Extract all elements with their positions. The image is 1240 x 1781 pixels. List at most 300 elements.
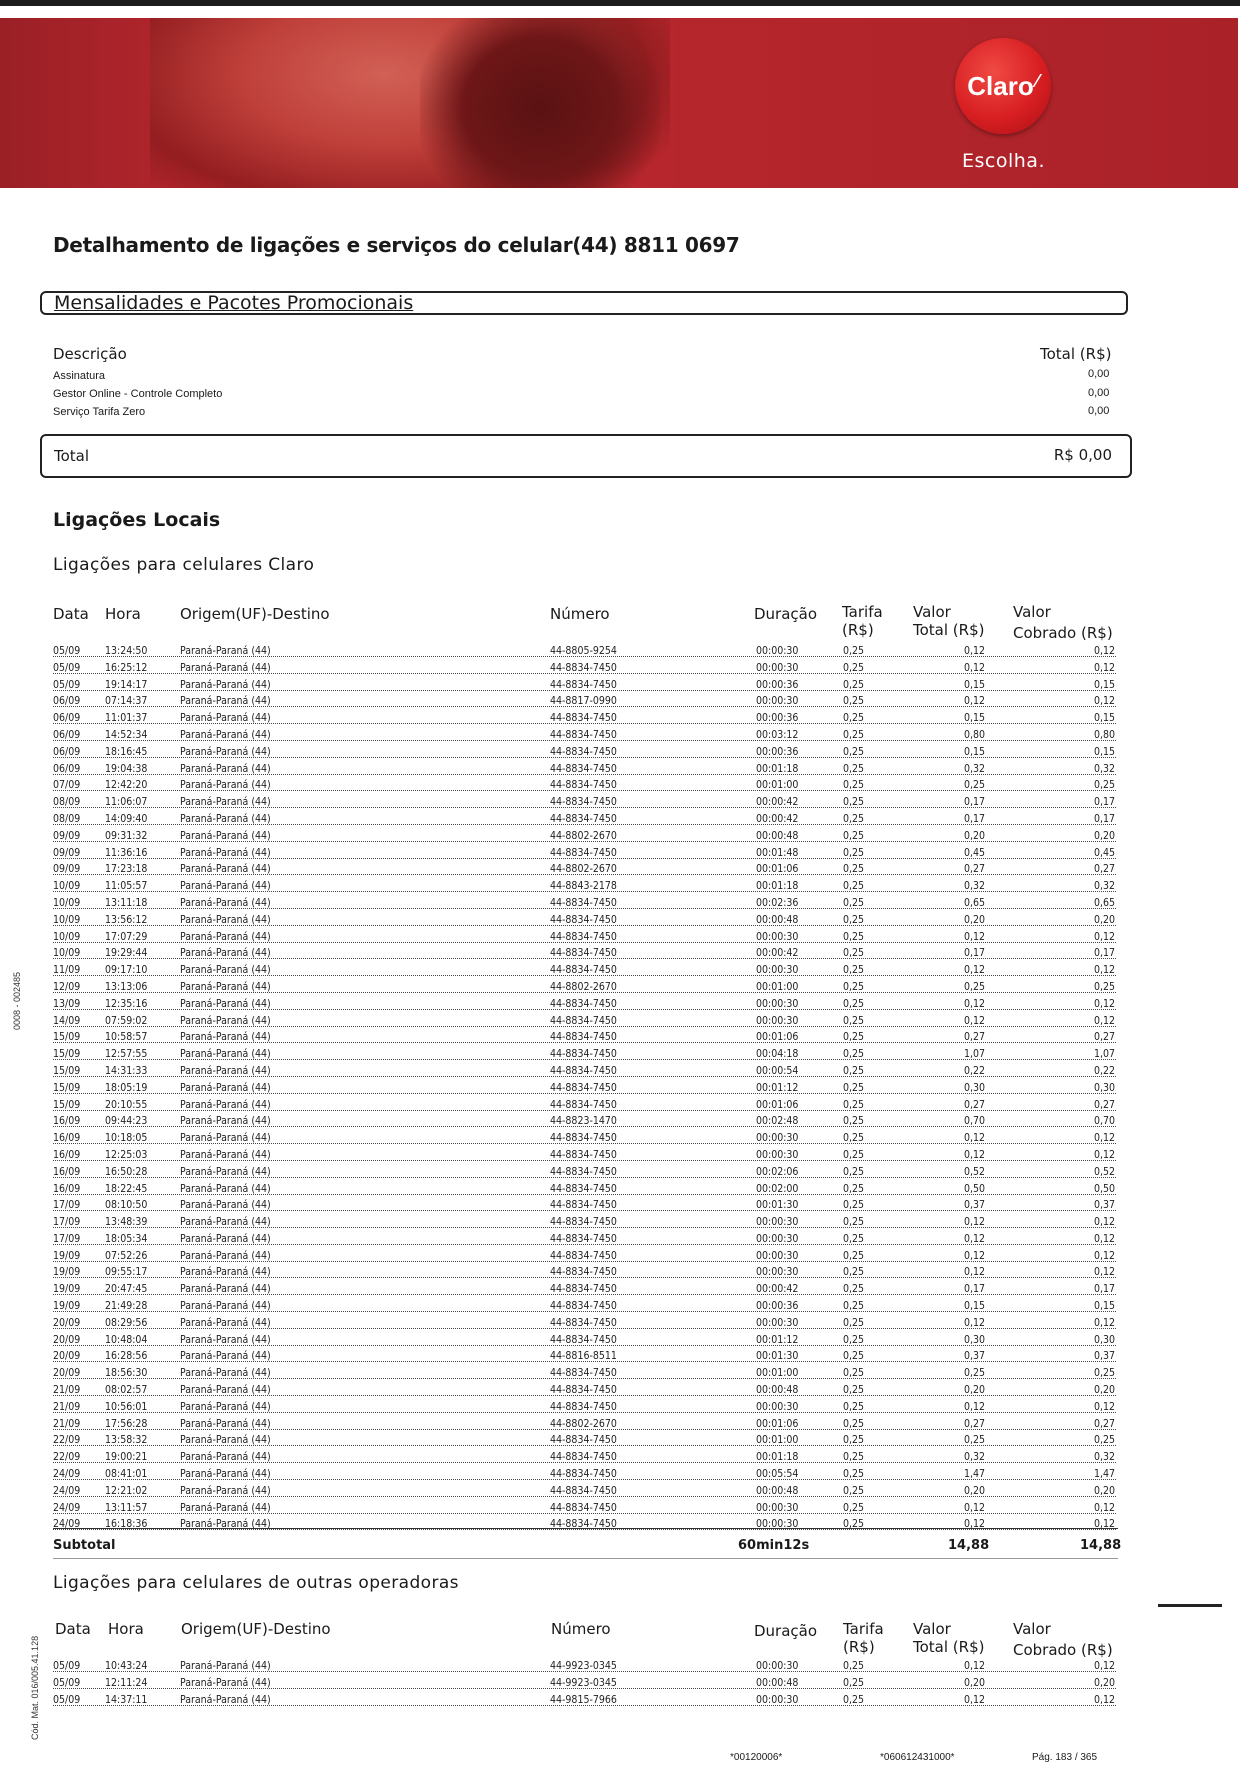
- cell-valor-total: 0,45: [963, 846, 985, 859]
- cell-hora: 09:44:23: [105, 1115, 148, 1128]
- table-row: [0, 1677, 1240, 1694]
- cell-data: 22/09: [53, 1434, 81, 1447]
- cell-hora: 09:31:32: [105, 829, 148, 842]
- cell-hora: 18:56:30: [105, 1367, 148, 1380]
- cell-valor-total: 0,15: [963, 1300, 985, 1313]
- table-row: [0, 1518, 1240, 1535]
- cell-duracao: 00:00:48: [756, 1384, 799, 1397]
- cell-hora: 16:25:12: [105, 661, 148, 674]
- cell-duracao: 00:01:00: [756, 779, 799, 792]
- table-row: [0, 763, 1240, 780]
- th-hora: Hora: [105, 605, 141, 623]
- table-row: [0, 796, 1240, 813]
- cell-numero: 44-8834-7450: [550, 1132, 617, 1145]
- cell-numero: 44-8805-9254: [550, 645, 617, 657]
- cell-origem: Paraná-Paraná (44): [180, 880, 271, 893]
- table-row: [0, 847, 1240, 864]
- cell-data: 19/09: [53, 1266, 81, 1279]
- cell-hora: 16:28:56: [105, 1350, 148, 1363]
- table-row: [0, 662, 1240, 679]
- cell-valor-cobrado: 0,22: [1093, 1064, 1115, 1077]
- cell-numero: 44-8834-7450: [550, 1367, 617, 1380]
- cell-data: 19/09: [53, 1249, 81, 1262]
- cell-data: 20/09: [53, 1316, 81, 1329]
- th-tarifa-label: Tarifa: [842, 603, 883, 621]
- cell-data: 19/09: [53, 1300, 81, 1313]
- cell-tarifa: 0,25: [843, 1048, 865, 1061]
- cell-hora: 16:50:28: [105, 1165, 148, 1178]
- cell-data: 24/09: [53, 1484, 81, 1497]
- cell-origem: Paraná-Paraná (44): [180, 1283, 271, 1296]
- subsection-title-outras: Ligações para celulares de outras operadoras: [53, 1573, 459, 1593]
- cell-numero: 44-8802-2670: [550, 1417, 617, 1430]
- cell-data: 13/09: [53, 997, 81, 1010]
- cell-data: 06/09: [53, 745, 81, 758]
- cell-data: 24/09: [53, 1501, 81, 1514]
- cell-duracao: 00:00:48: [756, 1676, 799, 1689]
- cell-valor-cobrado: 0,20: [1093, 829, 1115, 842]
- cell-data: 19/09: [53, 1283, 81, 1296]
- cell-valor-total: 0,12: [963, 1014, 985, 1027]
- cell-origem: Paraná-Paraná (44): [180, 947, 271, 960]
- th2-numero: Número: [551, 1620, 611, 1638]
- cell-numero: 44-8802-2670: [550, 980, 617, 993]
- table-row: [0, 1065, 1240, 1082]
- footer-code-2: *060612431000*: [880, 1752, 955, 1763]
- cell-valor-total: 0,25: [963, 1434, 985, 1447]
- cell-valor-total: 0,12: [963, 645, 985, 657]
- cell-hora: 11:05:57: [105, 880, 148, 893]
- subtotal-valor-cobrado: 14,88: [1080, 1538, 1122, 1553]
- cell-valor-total: 0,12: [963, 1232, 985, 1245]
- cell-numero: 44-8834-7450: [550, 1014, 617, 1027]
- cell-valor-total: 0,20: [963, 1676, 985, 1689]
- cell-valor-cobrado: 0,15: [1093, 678, 1115, 691]
- cell-valor-cobrado: 0,27: [1093, 1098, 1115, 1111]
- cell-valor-cobrado: 0,80: [1093, 728, 1115, 741]
- table-row: [0, 1660, 1240, 1677]
- page-title: Detalhamento de ligações e serviços do celular(44) 8811 0697: [53, 233, 740, 257]
- cell-data: 09/09: [53, 863, 81, 876]
- cell-duracao: 00:02:00: [756, 1182, 799, 1195]
- cell-valor-total: 0,65: [963, 896, 985, 909]
- cell-duracao: 00:00:30: [756, 1232, 799, 1245]
- cell-duracao: 00:00:42: [756, 947, 799, 960]
- th2-valor-total-unit: Total (R$): [913, 1638, 985, 1656]
- cell-tarifa: 0,25: [843, 1350, 865, 1363]
- cell-numero: 44-9815-7966: [550, 1693, 617, 1706]
- cell-tarifa: 0,25: [843, 1132, 865, 1145]
- subtotal-duracao: 60min12s: [738, 1538, 810, 1553]
- table-row: [0, 1149, 1240, 1166]
- cell-duracao: 00:01:30: [756, 1199, 799, 1212]
- cell-data: 16/09: [53, 1115, 81, 1128]
- cell-data: 16/09: [53, 1148, 81, 1161]
- cell-hora: 13:56:12: [105, 913, 148, 926]
- cell-origem: Paraná-Paraná (44): [180, 1501, 271, 1514]
- cell-duracao: 00:00:30: [756, 1014, 799, 1027]
- cell-valor-total: 0,12: [963, 1316, 985, 1329]
- cell-origem: Paraná-Paraná (44): [180, 1316, 271, 1329]
- cell-numero: 44-8834-7450: [550, 964, 617, 977]
- cell-data: 12/09: [53, 980, 81, 993]
- cell-data: 14/09: [53, 1014, 81, 1027]
- cell-numero: 44-8834-7450: [550, 1232, 617, 1245]
- cell-numero: 44-9923-0345: [550, 1660, 617, 1672]
- cell-tarifa: 0,25: [843, 930, 865, 943]
- header-banner: [0, 18, 1238, 188]
- cell-duracao: 00:00:36: [756, 745, 799, 758]
- cell-data: 16/09: [53, 1182, 81, 1195]
- subtotal-label: Subtotal: [53, 1538, 116, 1553]
- cell-duracao: 00:02:36: [756, 896, 799, 909]
- cell-valor-cobrado: 0,17: [1093, 947, 1115, 960]
- table-row: [0, 813, 1240, 830]
- cell-origem: Paraná-Paraná (44): [180, 1468, 271, 1481]
- th-valor-cobrado-label: Valor: [1013, 603, 1051, 621]
- cell-tarifa: 0,25: [843, 1518, 865, 1531]
- cell-hora: 20:47:45: [105, 1283, 148, 1296]
- cell-valor-cobrado: 0,30: [1093, 1081, 1115, 1094]
- subtotal-valor-total: 14,88: [948, 1538, 990, 1553]
- table-row: [0, 645, 1240, 662]
- th-numero: Número: [550, 605, 610, 623]
- cell-valor-cobrado: 0,12: [1093, 1400, 1115, 1413]
- cell-origem: Paraná-Paraná (44): [180, 1182, 271, 1195]
- th-tarifa-unit: (R$): [842, 621, 874, 639]
- footer-code-1: *00120006*: [730, 1752, 783, 1763]
- cell-duracao: 00:00:30: [756, 661, 799, 674]
- table-row: [0, 712, 1240, 729]
- cell-duracao: 00:00:30: [756, 1249, 799, 1262]
- cell-tarifa: 0,25: [843, 1468, 865, 1481]
- cell-valor-total: 0,17: [963, 812, 985, 825]
- table-row: [0, 1367, 1240, 1384]
- th2-tarifa-unit: (R$): [843, 1638, 875, 1656]
- table-row: [0, 863, 1240, 880]
- table-row: [0, 1048, 1240, 1065]
- cell-tarifa: 0,25: [843, 745, 865, 758]
- cell-duracao: 00:00:30: [756, 964, 799, 977]
- th2-duracao: Duração: [754, 1622, 818, 1640]
- cell-valor-cobrado: 0,12: [1093, 1501, 1115, 1514]
- cell-numero: 44-8834-7450: [550, 1501, 617, 1514]
- cell-data: 20/09: [53, 1333, 81, 1346]
- cell-origem: Paraná-Paraná (44): [180, 1081, 271, 1094]
- cell-tarifa: 0,25: [843, 863, 865, 876]
- th2-valor-total-label: Valor: [913, 1620, 951, 1638]
- table-row: [0, 914, 1240, 931]
- cell-valor-cobrado: 0,15: [1093, 712, 1115, 725]
- cell-duracao: 00:00:30: [756, 1316, 799, 1329]
- cell-origem: Paraná-Paraná (44): [180, 980, 271, 993]
- cell-data: 10/09: [53, 947, 81, 960]
- cell-hora: 13:11:18: [105, 896, 148, 909]
- th-tarifa: [842, 603, 883, 639]
- cell-tarifa: 0,25: [843, 779, 865, 792]
- cell-valor-cobrado: 0,70: [1093, 1115, 1115, 1128]
- cell-valor-cobrado: 0,12: [1093, 930, 1115, 943]
- section-title-mensalidades: Mensalidades e Pacotes Promocionais: [54, 292, 414, 314]
- cell-origem: Paraná-Paraná (44): [180, 1014, 271, 1027]
- cell-data: 10/09: [53, 896, 81, 909]
- cell-valor-cobrado: 0,32: [1093, 1451, 1115, 1464]
- cell-numero: 44-8834-7450: [550, 1031, 617, 1044]
- cell-valor-total: 0,20: [963, 913, 985, 926]
- cell-origem: Paraná-Paraná (44): [180, 1451, 271, 1464]
- cell-valor-total: 0,15: [963, 678, 985, 691]
- cell-valor-total: 0,17: [963, 947, 985, 960]
- cell-origem: Paraná-Paraná (44): [180, 1384, 271, 1397]
- cell-origem: Paraná-Paraná (44): [180, 812, 271, 825]
- cell-valor-cobrado: 0,27: [1093, 1417, 1115, 1430]
- cell-hora: 21:49:28: [105, 1300, 148, 1313]
- cell-data: 17/09: [53, 1199, 81, 1212]
- cell-numero: 44-8834-7450: [550, 712, 617, 725]
- cell-tarifa: 0,25: [843, 1367, 865, 1380]
- cell-valor-total: 0,12: [963, 1660, 985, 1672]
- cell-hora: 17:56:28: [105, 1417, 148, 1430]
- cell-duracao: 00:05:54: [756, 1468, 799, 1481]
- cell-valor-total: 0,27: [963, 863, 985, 876]
- cell-valor-total: 0,80: [963, 728, 985, 741]
- cell-tarifa: 0,25: [843, 712, 865, 725]
- cell-numero: 44-8834-7450: [550, 947, 617, 960]
- cell-valor-total: 0,50: [963, 1182, 985, 1195]
- col-header-total: Total (R$): [1040, 345, 1112, 363]
- cell-valor-cobrado: 0,12: [1093, 997, 1115, 1010]
- cell-valor-cobrado: 0,25: [1093, 779, 1115, 792]
- cell-origem: Paraná-Paraná (44): [180, 1031, 271, 1044]
- cell-tarifa: 0,25: [843, 1115, 865, 1128]
- cell-valor-cobrado: 0,17: [1093, 796, 1115, 809]
- cell-hora: 13:11:57: [105, 1501, 148, 1514]
- cell-duracao: 00:00:30: [756, 1400, 799, 1413]
- cell-hora: 14:09:40: [105, 812, 148, 825]
- cell-valor-total: 0,25: [963, 980, 985, 993]
- cell-tarifa: 0,25: [843, 1232, 865, 1245]
- section-title-ligacoes-locais: Ligações Locais: [53, 509, 221, 531]
- cell-tarifa: 0,25: [843, 1165, 865, 1178]
- cell-data: 05/09: [53, 645, 81, 657]
- cell-duracao: 00:01:18: [756, 880, 799, 893]
- cell-valor-total: 0,27: [963, 1031, 985, 1044]
- cell-origem: Paraná-Paraná (44): [180, 964, 271, 977]
- mensalidade-desc-2: Serviço Tarifa Zero: [53, 406, 146, 418]
- cell-duracao: 00:01:18: [756, 1451, 799, 1464]
- cell-origem: Paraná-Paraná (44): [180, 1199, 271, 1212]
- cell-valor-total: 0,12: [963, 997, 985, 1010]
- cell-tarifa: 0,25: [843, 1333, 865, 1346]
- cell-tarifa: 0,25: [843, 796, 865, 809]
- cell-origem: Paraná-Paraná (44): [180, 1064, 271, 1077]
- cell-numero: 44-8834-7450: [550, 661, 617, 674]
- cell-hora: 10:48:04: [105, 1333, 148, 1346]
- page-number: Pág. 183 / 365: [1032, 1752, 1098, 1763]
- table-row: [0, 1317, 1240, 1334]
- cell-duracao: 00:00:54: [756, 1064, 799, 1077]
- cell-data: 20/09: [53, 1367, 81, 1380]
- table-row: [0, 1434, 1240, 1451]
- cell-duracao: 00:02:48: [756, 1115, 799, 1128]
- cell-numero: 44-8834-7450: [550, 896, 617, 909]
- cell-tarifa: 0,25: [843, 1064, 865, 1077]
- cell-data: 10/09: [53, 913, 81, 926]
- cell-valor-total: 1,07: [963, 1048, 985, 1061]
- cell-valor-total: 0,27: [963, 1417, 985, 1430]
- table-row: [0, 695, 1240, 712]
- cell-tarifa: 0,25: [843, 1014, 865, 1027]
- cell-tarifa: 0,25: [843, 1081, 865, 1094]
- cell-origem: Paraná-Paraná (44): [180, 1367, 271, 1380]
- cell-numero: 44-8843-2178: [550, 880, 617, 893]
- cell-data: 10/09: [53, 880, 81, 893]
- cell-duracao: 00:00:36: [756, 1300, 799, 1313]
- cell-valor-cobrado: 0,12: [1093, 1232, 1115, 1245]
- cell-hora: 08:02:57: [105, 1384, 148, 1397]
- cell-hora: 19:29:44: [105, 947, 148, 960]
- claro-logo: [955, 38, 1051, 134]
- cell-duracao: 00:01:06: [756, 1417, 799, 1430]
- cell-valor-cobrado: 0,12: [1093, 964, 1115, 977]
- cell-tarifa: 0,25: [843, 964, 865, 977]
- cell-data: 15/09: [53, 1031, 81, 1044]
- cell-tarifa: 0,25: [843, 1182, 865, 1195]
- cell-hora: 17:07:29: [105, 930, 148, 943]
- cell-origem: Paraná-Paraná (44): [180, 1249, 271, 1262]
- cell-origem: Paraná-Paraná (44): [180, 678, 271, 691]
- cell-valor-cobrado: 0,20: [1093, 1484, 1115, 1497]
- cell-duracao: 00:00:30: [756, 997, 799, 1010]
- cell-valor-total: 0,32: [963, 762, 985, 775]
- cell-valor-total: 0,15: [963, 712, 985, 725]
- cell-origem: Paraná-Paraná (44): [180, 1132, 271, 1145]
- cell-duracao: 00:01:18: [756, 762, 799, 775]
- th-data: Data: [53, 605, 89, 623]
- cell-valor-cobrado: 0,52: [1093, 1165, 1115, 1178]
- cell-hora: 12:21:02: [105, 1484, 148, 1497]
- cell-hora: 19:14:17: [105, 678, 148, 691]
- cell-valor-cobrado: 0,37: [1093, 1199, 1115, 1212]
- table-row: [0, 1266, 1240, 1283]
- cell-numero: 44-8817-0990: [550, 695, 617, 708]
- cell-duracao: 00:04:18: [756, 1048, 799, 1061]
- cell-origem: Paraná-Paraná (44): [180, 1216, 271, 1229]
- cell-hora: 08:41:01: [105, 1468, 148, 1481]
- total-label: Total: [54, 447, 90, 465]
- cell-tarifa: 0,25: [843, 1484, 865, 1497]
- cell-valor-total: 0,12: [963, 695, 985, 708]
- cell-numero: 44-8834-7450: [550, 728, 617, 741]
- cell-data: 15/09: [53, 1098, 81, 1111]
- cell-valor-total: 0,12: [963, 661, 985, 674]
- cell-data: 21/09: [53, 1400, 81, 1413]
- th-valor-cobrado: [1013, 603, 1113, 642]
- th2-tarifa-label: Tarifa: [843, 1620, 884, 1638]
- cell-tarifa: 0,25: [843, 1148, 865, 1161]
- cell-valor-cobrado: 0,25: [1093, 1367, 1115, 1380]
- cell-data: 06/09: [53, 695, 81, 708]
- table-row: [0, 1502, 1240, 1519]
- mensalidade-desc-0: Assinatura: [53, 370, 105, 382]
- cell-valor-total: 0,12: [963, 930, 985, 943]
- cell-numero: 44-8834-7450: [550, 846, 617, 859]
- cell-numero: 44-8834-7450: [550, 1081, 617, 1094]
- cell-duracao: 00:00:30: [756, 1216, 799, 1229]
- cell-tarifa: 0,25: [843, 1316, 865, 1329]
- cell-hora: 18:22:45: [105, 1182, 148, 1195]
- cell-numero: 44-8834-7450: [550, 997, 617, 1010]
- cell-tarifa: 0,25: [843, 1031, 865, 1044]
- cell-duracao: 00:01:06: [756, 1098, 799, 1111]
- cell-valor-cobrado: 0,12: [1093, 1249, 1115, 1262]
- table-row: [0, 998, 1240, 1015]
- table-row: [0, 1216, 1240, 1233]
- cell-origem: Paraná-Paraná (44): [180, 762, 271, 775]
- cell-duracao: 00:01:30: [756, 1350, 799, 1363]
- cell-duracao: 00:01:00: [756, 1367, 799, 1380]
- cell-hora: 09:17:10: [105, 964, 148, 977]
- cell-tarifa: 0,25: [843, 1693, 865, 1706]
- cell-valor-total: 0,32: [963, 1451, 985, 1464]
- subsection-title-claro: Ligações para celulares Claro: [53, 555, 315, 575]
- cell-numero: 44-8834-7450: [550, 1266, 617, 1279]
- table-row: [0, 1082, 1240, 1099]
- cell-duracao: 00:00:36: [756, 678, 799, 691]
- cell-data: 06/09: [53, 728, 81, 741]
- cell-hora: 10:18:05: [105, 1132, 148, 1145]
- cell-origem: Paraná-Paraná (44): [180, 796, 271, 809]
- table-row: [0, 1233, 1240, 1250]
- cell-valor-cobrado: 0,25: [1093, 1434, 1115, 1447]
- cell-duracao: 00:01:00: [756, 1434, 799, 1447]
- cell-valor-total: 0,12: [963, 1518, 985, 1531]
- cell-tarifa: 0,25: [843, 661, 865, 674]
- cell-valor-cobrado: 0,12: [1093, 645, 1115, 657]
- cell-valor-total: 0,20: [963, 1484, 985, 1497]
- cell-numero: 44-8834-7450: [550, 1182, 617, 1195]
- th-valor-total: [913, 603, 984, 639]
- cell-hora: 08:10:50: [105, 1199, 148, 1212]
- cell-data: 16/09: [53, 1165, 81, 1178]
- cell-valor-total: 0,17: [963, 1283, 985, 1296]
- cell-valor-cobrado: 1,47: [1093, 1468, 1115, 1481]
- table-row: [0, 1250, 1240, 1267]
- cell-origem: Paraná-Paraná (44): [180, 661, 271, 674]
- cell-origem: Paraná-Paraná (44): [180, 846, 271, 859]
- cell-numero: 44-8834-7450: [550, 1316, 617, 1329]
- cell-numero: 44-8834-7450: [550, 762, 617, 775]
- cell-data: 11/09: [53, 964, 81, 977]
- cell-valor-total: 0,12: [963, 1132, 985, 1145]
- cell-hora: 16:18:36: [105, 1518, 148, 1531]
- cell-numero: 44-8834-7450: [550, 1148, 617, 1161]
- cell-data: 05/09: [53, 678, 81, 691]
- cell-valor-total: 1,47: [963, 1468, 985, 1481]
- table-row: [0, 1099, 1240, 1116]
- cell-duracao: 00:00:42: [756, 796, 799, 809]
- cell-hora: 13:13:06: [105, 980, 148, 993]
- cell-origem: Paraná-Paraná (44): [180, 645, 271, 657]
- table-row: [0, 830, 1240, 847]
- subtotal-bottom-rule: [53, 1558, 1118, 1559]
- cell-valor-total: 0,12: [963, 1216, 985, 1229]
- cell-tarifa: 0,25: [843, 980, 865, 993]
- cell-valor-cobrado: 0,27: [1093, 863, 1115, 876]
- cell-valor-cobrado: 0,12: [1093, 1660, 1115, 1672]
- table-row: [0, 1199, 1240, 1216]
- table-row: [0, 1694, 1240, 1711]
